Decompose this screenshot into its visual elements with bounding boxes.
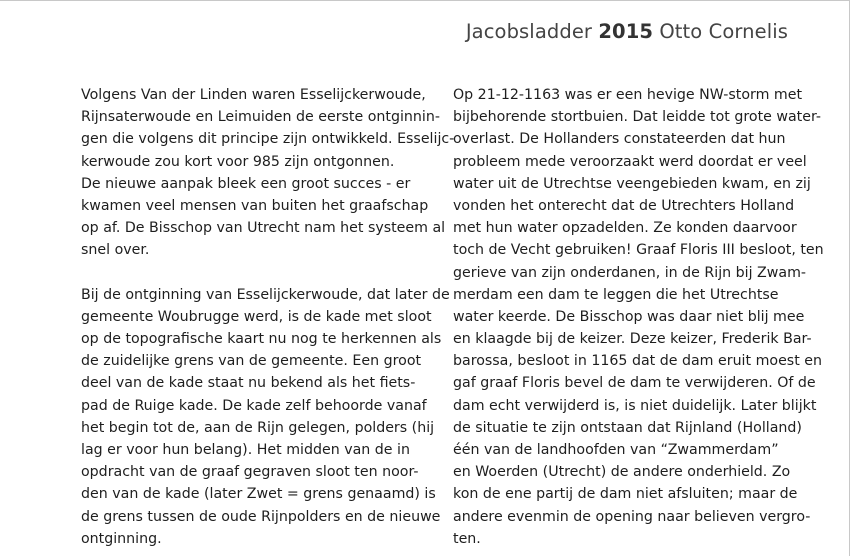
text-line: lag er voor hun belang). Het midden van de in	[81, 442, 410, 458]
text-line: gaf graaf Floris bevel de dam te verwijderen. Of de	[453, 375, 816, 392]
text-line: opdracht van de graaf gegraven sloot ten noor-	[81, 464, 419, 481]
text-line: één van de landhoofden van “Zwammerdam”	[453, 442, 779, 458]
left-column	[81, 84, 455, 550]
text-line: en Woerden (Utrecht) de andere onderhield. Zo	[453, 464, 791, 481]
paragraph-gap	[81, 262, 421, 284]
text-line: met hun water opzadelden. Ze konden daarvoor	[453, 220, 797, 237]
left-paragraph-1	[81, 84, 455, 262]
text-line: vonden het onterecht dat de Utrechters Holland	[453, 197, 795, 214]
text-line: andere evenmin de opening naar believen vergro-	[453, 508, 811, 525]
text-line: op af. De Bisschop van Utrecht nam het systeem al	[81, 220, 446, 237]
left-paragraph-2	[81, 284, 450, 550]
right-column	[453, 84, 824, 550]
right-paragraph	[453, 84, 824, 550]
text-line: water keerde. De Bisschop was daar niet blij mee	[453, 308, 805, 325]
text-line: De nieuwe aanpak bleek een groot succes - er	[81, 175, 411, 192]
text-line: de zuidelijke grens van de gemeente. Een groot	[81, 353, 422, 370]
text-line: Bij de ontginning van Esselijckerwoude, dat later de	[81, 286, 450, 303]
text-line: water uit de Utrechtse veengebieden kwam, en zij	[453, 175, 811, 192]
text-line: op de topografische kaart nu nog te herkennen als	[81, 331, 442, 348]
page-header	[466, 20, 788, 43]
text-line: Rijnsaterwoude en Leimuiden de eerste ontginnin-	[81, 109, 440, 126]
text-line: kon de ene partij de dam niet afsluiten; maar de	[453, 486, 798, 503]
header-author: Otto Cornelis	[659, 20, 788, 43]
text-line: ten.	[453, 530, 481, 547]
text-line: en klaagde bij de keizer. Deze keizer, Frederik Bar-	[453, 331, 812, 348]
text-line: gen die volgens dit principe zijn ontwikkeld. Esselijc-	[81, 131, 455, 148]
text-line: gerieve van zijn onderdanen, in de Rijn bij Zwam-	[453, 264, 807, 281]
text-line: Op 21-12-1163 was er een hevige NW-storm met	[453, 87, 803, 103]
text-line: ontginning.	[81, 530, 162, 547]
text-line: het begin tot de, aan de Rijn gelegen, polders (hij	[81, 419, 435, 436]
header-title: Jacobsladder	[465, 20, 593, 43]
text-line: barossa, besloot in 1165 dat de dam eruit moest en	[453, 353, 822, 370]
text-line: kerwoude zou kort voor 985 zijn ontgonnen.	[81, 153, 395, 170]
text-line: de situatie te zijn ontstaan dat Rijnland (Holland)	[453, 419, 802, 436]
text-line: dam echt verwijderd is, is niet duidelijk. Later blijkt	[453, 397, 817, 414]
text-line: snel over.	[81, 242, 150, 259]
text-line: de grens tussen de oude Rijnpolders en de nieuwe	[81, 508, 441, 525]
text-line: bijbehorende stortbuien. Dat leidde tot grote water-	[453, 109, 822, 126]
text-line: probleem mede veroorzaakt werd doordat er veel	[453, 153, 807, 170]
text-line: overlast. De Hollanders constateerden dat hun	[453, 131, 786, 148]
text-line: Volgens Van der Linden waren Esselijckerwoude,	[81, 87, 426, 103]
text-line: toch de Vecht gebruiken! Graaf Floris III besloot, ten	[453, 242, 824, 259]
header-year: 2015	[598, 20, 654, 43]
text-line: gemeente Woubrugge werd, is de kade met sloot	[81, 308, 432, 325]
text-line: kwamen veel mensen van buiten het graafschap	[81, 197, 429, 214]
text-line: pad de Ruige kade. De kade zelf behoorde vanaf	[81, 397, 427, 414]
text-line: deel van de kade staat nu bekend als het fiets-	[81, 375, 416, 392]
text-line: den van de kade (later Zwet = grens genaamd) is	[81, 486, 436, 503]
text-line: merdam een dam te leggen die het Utrechtse	[453, 286, 779, 303]
